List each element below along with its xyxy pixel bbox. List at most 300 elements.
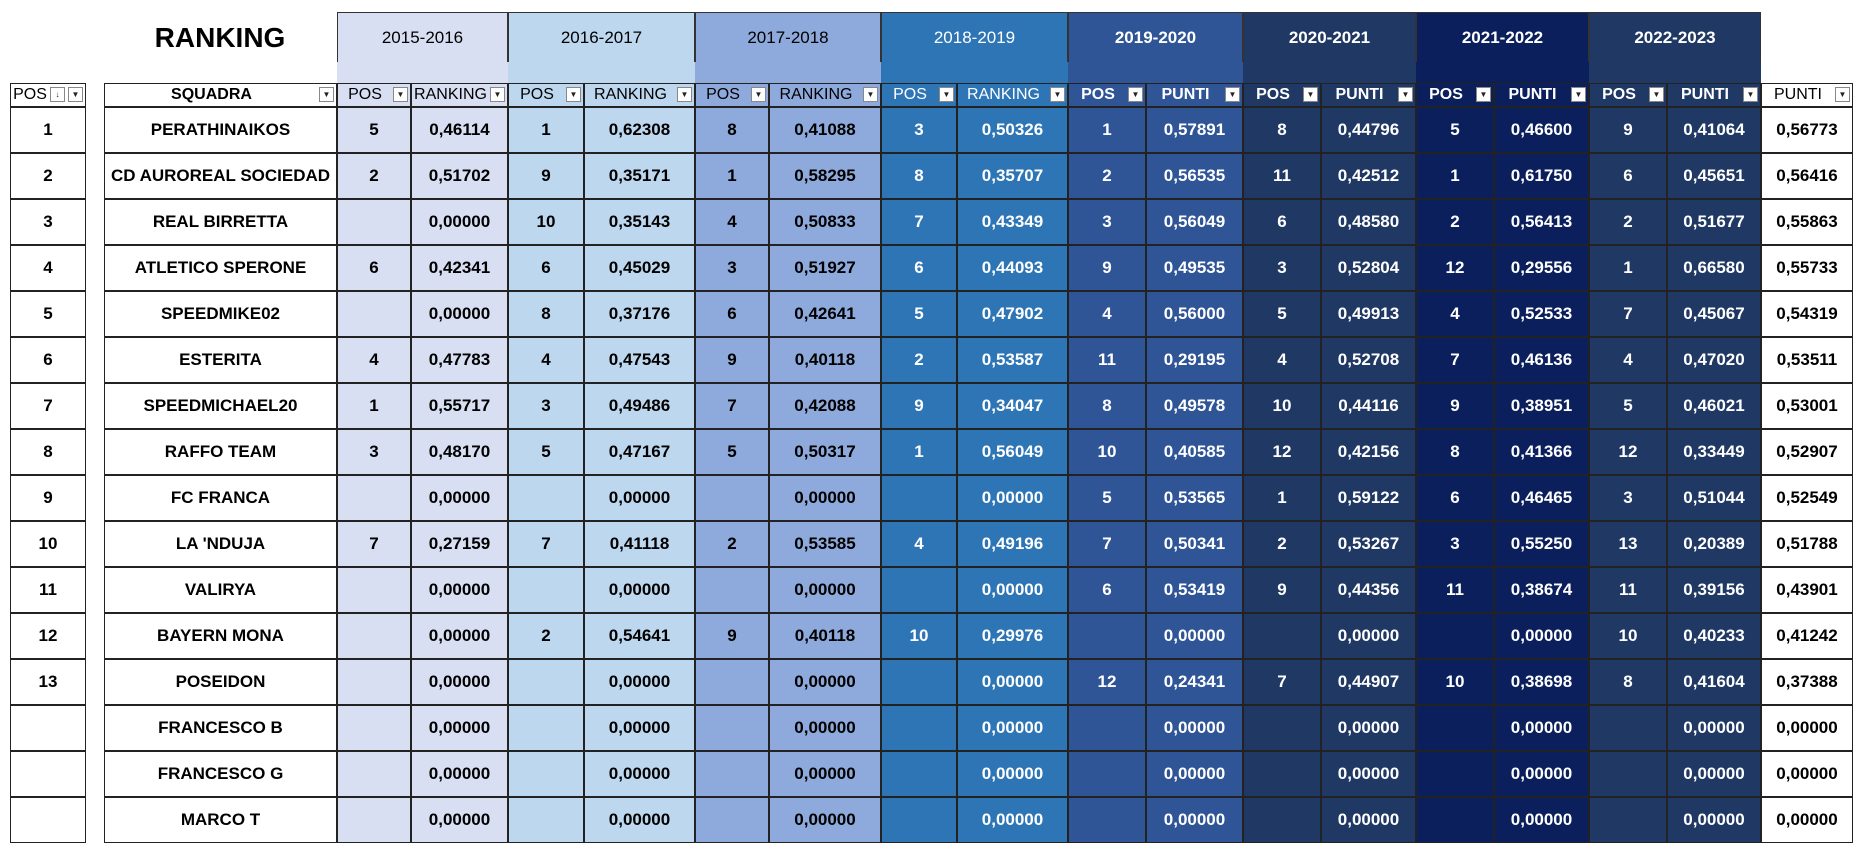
cell-season-value[interactable]: 0,49913 (1321, 291, 1416, 337)
cell-season-value[interactable]: 0,33449 (1667, 429, 1761, 475)
cell-season-value[interactable]: 0,00000 (411, 291, 508, 337)
cell-pos[interactable]: 7 (10, 383, 86, 429)
cell-season-pos[interactable]: 3 (1416, 521, 1494, 567)
cell-season-pos[interactable] (1416, 751, 1494, 797)
cell-season-value[interactable]: 0,35171 (584, 153, 695, 199)
cell-season-value[interactable]: 0,59122 (1321, 475, 1416, 521)
cell-season-value[interactable]: 0,44093 (957, 245, 1068, 291)
cell-pos[interactable]: 2 (10, 153, 86, 199)
cell-season-value[interactable]: 0,47783 (411, 337, 508, 383)
cell-season-pos[interactable] (1243, 613, 1321, 659)
cell-season-value[interactable]: 0,48580 (1321, 199, 1416, 245)
cell-season-value[interactable]: 0,42512 (1321, 153, 1416, 199)
cell-season-pos[interactable]: 10 (508, 199, 584, 245)
cell-season-pos[interactable]: 9 (695, 613, 769, 659)
cell-pos[interactable]: 13 (10, 659, 86, 705)
cell-season-value[interactable]: 0,00000 (584, 475, 695, 521)
cell-season-pos[interactable] (881, 659, 957, 705)
cell-season-value[interactable]: 0,49535 (1146, 245, 1243, 291)
cell-season-pos[interactable]: 1 (1589, 245, 1667, 291)
cell-season-value[interactable]: 0,00000 (411, 797, 508, 843)
cell-total[interactable]: 0,51788 (1761, 521, 1853, 567)
cell-season-pos[interactable] (1589, 751, 1667, 797)
cell-season-pos[interactable] (695, 705, 769, 751)
cell-season-pos[interactable]: 7 (1243, 659, 1321, 705)
cell-season-value[interactable]: 0,44356 (1321, 567, 1416, 613)
cell-season-pos[interactable]: 9 (1416, 383, 1494, 429)
cell-season-pos[interactable]: 8 (508, 291, 584, 337)
cell-season-pos[interactable]: 2 (337, 153, 411, 199)
cell-season-value[interactable]: 0,46136 (1494, 337, 1589, 383)
cell-season-pos[interactable]: 4 (881, 521, 957, 567)
cell-season-pos[interactable]: 11 (1243, 153, 1321, 199)
cell-season-value[interactable]: 0,40118 (769, 613, 881, 659)
cell-season-value[interactable]: 0,00000 (1146, 705, 1243, 751)
cell-season-value[interactable]: 0,00000 (584, 751, 695, 797)
cell-season-pos[interactable]: 2 (1416, 199, 1494, 245)
cell-season-pos[interactable]: 3 (508, 383, 584, 429)
filter-dropdown-icon[interactable]: ▼ (68, 87, 83, 102)
cell-season-value[interactable]: 0,35707 (957, 153, 1068, 199)
cell-season-value[interactable]: 0,45651 (1667, 153, 1761, 199)
cell-season-pos[interactable]: 3 (1589, 475, 1667, 521)
cell-season-value[interactable]: 0,52708 (1321, 337, 1416, 383)
cell-season-pos[interactable]: 7 (695, 383, 769, 429)
cell-pos[interactable]: 9 (10, 475, 86, 521)
cell-season-value[interactable]: 0,46114 (411, 107, 508, 153)
cell-season-pos[interactable] (337, 797, 411, 843)
cell-season-value[interactable]: 0,50317 (769, 429, 881, 475)
cell-season-value[interactable]: 0,35143 (584, 199, 695, 245)
cell-pos[interactable]: 12 (10, 613, 86, 659)
cell-season-value[interactable]: 0,00000 (411, 659, 508, 705)
cell-pos[interactable] (10, 797, 86, 843)
cell-team[interactable]: CD AUROREAL SOCIEDAD (104, 153, 337, 199)
cell-season-pos[interactable]: 8 (881, 153, 957, 199)
cell-season-pos[interactable] (508, 567, 584, 613)
cell-season-pos[interactable]: 2 (881, 337, 957, 383)
cell-season-pos[interactable]: 5 (1416, 107, 1494, 153)
cell-season-pos[interactable]: 9 (508, 153, 584, 199)
cell-season-value[interactable]: 0,50833 (769, 199, 881, 245)
cell-season-pos[interactable] (1589, 705, 1667, 751)
cell-season-pos[interactable]: 4 (337, 337, 411, 383)
cell-total[interactable]: 0,55733 (1761, 245, 1853, 291)
cell-season-value[interactable]: 0,44796 (1321, 107, 1416, 153)
filter-dropdown-icon[interactable]: ▼ (1571, 87, 1586, 102)
cell-season-pos[interactable]: 7 (508, 521, 584, 567)
filter-dropdown-icon[interactable]: ▼ (1649, 87, 1664, 102)
cell-season-pos[interactable]: 13 (1589, 521, 1667, 567)
cell-season-pos[interactable] (508, 659, 584, 705)
cell-season-pos[interactable]: 3 (881, 107, 957, 153)
cell-season-pos[interactable]: 10 (1243, 383, 1321, 429)
cell-season-pos[interactable] (695, 797, 769, 843)
cell-team[interactable]: POSEIDON (104, 659, 337, 705)
cell-season-value[interactable]: 0,00000 (957, 751, 1068, 797)
cell-season-pos[interactable]: 12 (1068, 659, 1146, 705)
cell-season-pos[interactable]: 3 (1243, 245, 1321, 291)
cell-season-pos[interactable] (1589, 797, 1667, 843)
cell-season-value[interactable]: 0,00000 (957, 705, 1068, 751)
cell-season-pos[interactable] (337, 751, 411, 797)
cell-season-value[interactable]: 0,51044 (1667, 475, 1761, 521)
cell-season-pos[interactable] (1416, 797, 1494, 843)
cell-season-value[interactable]: 0,00000 (1494, 613, 1589, 659)
cell-season-value[interactable]: 0,53565 (1146, 475, 1243, 521)
cell-season-value[interactable]: 0,29195 (1146, 337, 1243, 383)
cell-season-value[interactable]: 0,00000 (1321, 751, 1416, 797)
filter-dropdown-icon[interactable]: ▼ (751, 87, 766, 102)
cell-season-pos[interactable]: 2 (1243, 521, 1321, 567)
cell-season-value[interactable]: 0,42341 (411, 245, 508, 291)
cell-season-value[interactable]: 0,58295 (769, 153, 881, 199)
filter-dropdown-icon[interactable]: ▼ (1225, 87, 1240, 102)
cell-season-pos[interactable]: 6 (1243, 199, 1321, 245)
cell-season-value[interactable]: 0,37176 (584, 291, 695, 337)
cell-season-pos[interactable]: 9 (695, 337, 769, 383)
cell-season-value[interactable]: 0,42156 (1321, 429, 1416, 475)
cell-season-pos[interactable]: 1 (695, 153, 769, 199)
cell-season-pos[interactable] (337, 567, 411, 613)
cell-season-value[interactable]: 0,50326 (957, 107, 1068, 153)
cell-season-value[interactable]: 0,00000 (411, 613, 508, 659)
cell-season-pos[interactable]: 5 (337, 107, 411, 153)
cell-season-value[interactable]: 0,51927 (769, 245, 881, 291)
cell-season-value[interactable]: 0,00000 (957, 567, 1068, 613)
cell-season-pos[interactable]: 8 (1589, 659, 1667, 705)
cell-season-pos[interactable] (337, 475, 411, 521)
cell-season-pos[interactable] (1243, 751, 1321, 797)
cell-season-value[interactable]: 0,53419 (1146, 567, 1243, 613)
cell-total[interactable]: 0,56773 (1761, 107, 1853, 153)
cell-season-pos[interactable]: 7 (1416, 337, 1494, 383)
cell-season-pos[interactable]: 2 (1068, 153, 1146, 199)
cell-season-pos[interactable]: 1 (1068, 107, 1146, 153)
filter-dropdown-icon[interactable]: ▼ (1050, 87, 1065, 102)
cell-season-value[interactable]: 0,45029 (584, 245, 695, 291)
cell-season-value[interactable]: 0,29556 (1494, 245, 1589, 291)
cell-season-pos[interactable] (881, 751, 957, 797)
filter-dropdown-icon[interactable]: ▼ (566, 87, 581, 102)
cell-season-value[interactable]: 0,56049 (1146, 199, 1243, 245)
cell-season-value[interactable]: 0,46600 (1494, 107, 1589, 153)
cell-season-pos[interactable]: 7 (1589, 291, 1667, 337)
cell-season-value[interactable]: 0,55250 (1494, 521, 1589, 567)
cell-season-pos[interactable] (881, 567, 957, 613)
cell-season-pos[interactable] (695, 567, 769, 613)
cell-pos[interactable] (10, 705, 86, 751)
cell-season-value[interactable]: 0,38698 (1494, 659, 1589, 705)
cell-season-pos[interactable]: 6 (508, 245, 584, 291)
cell-season-value[interactable]: 0,20389 (1667, 521, 1761, 567)
cell-total[interactable]: 0,37388 (1761, 659, 1853, 705)
cell-season-value[interactable]: 0,40118 (769, 337, 881, 383)
cell-pos[interactable]: 6 (10, 337, 86, 383)
cell-total[interactable]: 0,53511 (1761, 337, 1853, 383)
cell-season-value[interactable]: 0,00000 (1667, 705, 1761, 751)
cell-season-pos[interactable]: 8 (1243, 107, 1321, 153)
cell-season-value[interactable]: 0,52533 (1494, 291, 1589, 337)
cell-season-value[interactable]: 0,00000 (769, 567, 881, 613)
cell-pos[interactable]: 4 (10, 245, 86, 291)
cell-season-value[interactable]: 0,00000 (1146, 797, 1243, 843)
cell-season-value[interactable]: 0,61750 (1494, 153, 1589, 199)
cell-season-value[interactable]: 0,00000 (957, 797, 1068, 843)
cell-season-pos[interactable]: 4 (695, 199, 769, 245)
cell-season-value[interactable]: 0,27159 (411, 521, 508, 567)
cell-season-value[interactable]: 0,56413 (1494, 199, 1589, 245)
cell-season-value[interactable]: 0,29976 (957, 613, 1068, 659)
cell-season-value[interactable]: 0,00000 (1494, 751, 1589, 797)
cell-season-pos[interactable]: 4 (1589, 337, 1667, 383)
cell-season-value[interactable]: 0,00000 (1146, 751, 1243, 797)
cell-season-pos[interactable] (1416, 705, 1494, 751)
cell-season-pos[interactable] (1068, 797, 1146, 843)
filter-dropdown-icon[interactable]: ▼ (319, 87, 334, 102)
cell-season-pos[interactable]: 10 (1589, 613, 1667, 659)
cell-team[interactable]: FC FRANCA (104, 475, 337, 521)
cell-total[interactable]: 0,55863 (1761, 199, 1853, 245)
cell-season-pos[interactable] (508, 751, 584, 797)
cell-season-value[interactable]: 0,00000 (1494, 797, 1589, 843)
cell-season-value[interactable]: 0,45067 (1667, 291, 1761, 337)
cell-season-value[interactable]: 0,40233 (1667, 613, 1761, 659)
cell-season-pos[interactable]: 6 (337, 245, 411, 291)
cell-total[interactable]: 0,00000 (1761, 797, 1853, 843)
cell-season-pos[interactable] (1068, 705, 1146, 751)
filter-dropdown-icon[interactable]: ▼ (393, 87, 408, 102)
cell-season-value[interactable]: 0,62308 (584, 107, 695, 153)
cell-season-pos[interactable]: 1 (1243, 475, 1321, 521)
cell-season-value[interactable]: 0,00000 (957, 475, 1068, 521)
cell-season-value[interactable]: 0,38951 (1494, 383, 1589, 429)
cell-season-value[interactable]: 0,00000 (584, 567, 695, 613)
cell-season-value[interactable]: 0,41118 (584, 521, 695, 567)
cell-team[interactable]: RAFFO TEAM (104, 429, 337, 475)
filter-dropdown-icon[interactable]: ▼ (1743, 87, 1758, 102)
cell-season-value[interactable]: 0,55717 (411, 383, 508, 429)
cell-season-value[interactable]: 0,40585 (1146, 429, 1243, 475)
cell-season-value[interactable]: 0,66580 (1667, 245, 1761, 291)
cell-season-pos[interactable]: 5 (1068, 475, 1146, 521)
cell-total[interactable]: 0,53001 (1761, 383, 1853, 429)
cell-season-value[interactable]: 0,43349 (957, 199, 1068, 245)
cell-season-pos[interactable]: 6 (881, 245, 957, 291)
cell-season-value[interactable]: 0,51677 (1667, 199, 1761, 245)
cell-season-pos[interactable]: 1 (881, 429, 957, 475)
cell-season-pos[interactable]: 7 (1068, 521, 1146, 567)
filter-dropdown-icon[interactable]: ▼ (1835, 87, 1850, 102)
cell-season-value[interactable]: 0,46465 (1494, 475, 1589, 521)
cell-season-pos[interactable]: 3 (1068, 199, 1146, 245)
cell-season-pos[interactable] (337, 199, 411, 245)
cell-season-pos[interactable]: 1 (508, 107, 584, 153)
cell-season-value[interactable]: 0,00000 (411, 199, 508, 245)
cell-season-pos[interactable]: 5 (508, 429, 584, 475)
cell-season-value[interactable]: 0,41604 (1667, 659, 1761, 705)
cell-season-pos[interactable]: 9 (1243, 567, 1321, 613)
cell-team[interactable]: FRANCESCO B (104, 705, 337, 751)
cell-season-pos[interactable] (881, 797, 957, 843)
cell-season-pos[interactable]: 8 (1416, 429, 1494, 475)
cell-season-pos[interactable]: 10 (1416, 659, 1494, 705)
cell-season-pos[interactable]: 11 (1416, 567, 1494, 613)
cell-season-pos[interactable]: 12 (1243, 429, 1321, 475)
cell-season-pos[interactable]: 6 (695, 291, 769, 337)
cell-season-value[interactable]: 0,00000 (957, 659, 1068, 705)
cell-season-pos[interactable]: 4 (1243, 337, 1321, 383)
cell-season-value[interactable]: 0,00000 (1321, 797, 1416, 843)
cell-season-pos[interactable]: 12 (1416, 245, 1494, 291)
cell-season-pos[interactable]: 2 (1589, 199, 1667, 245)
cell-pos[interactable]: 8 (10, 429, 86, 475)
cell-team[interactable]: MARCO T (104, 797, 337, 843)
cell-season-value[interactable]: 0,42641 (769, 291, 881, 337)
cell-season-value[interactable]: 0,00000 (769, 705, 881, 751)
cell-season-value[interactable]: 0,42088 (769, 383, 881, 429)
cell-season-pos[interactable]: 6 (1068, 567, 1146, 613)
cell-season-value[interactable]: 0,49196 (957, 521, 1068, 567)
cell-season-value[interactable]: 0,24341 (1146, 659, 1243, 705)
cell-season-pos[interactable] (695, 659, 769, 705)
cell-season-pos[interactable]: 5 (695, 429, 769, 475)
cell-season-value[interactable]: 0,53267 (1321, 521, 1416, 567)
cell-season-value[interactable]: 0,00000 (1321, 613, 1416, 659)
cell-season-pos[interactable]: 3 (337, 429, 411, 475)
cell-season-pos[interactable] (881, 475, 957, 521)
cell-season-value[interactable]: 0,56535 (1146, 153, 1243, 199)
cell-season-pos[interactable]: 5 (881, 291, 957, 337)
cell-total[interactable]: 0,41242 (1761, 613, 1853, 659)
cell-season-value[interactable]: 0,41088 (769, 107, 881, 153)
cell-season-value[interactable]: 0,39156 (1667, 567, 1761, 613)
cell-pos[interactable]: 11 (10, 567, 86, 613)
cell-season-pos[interactable] (695, 475, 769, 521)
cell-season-value[interactable]: 0,56049 (957, 429, 1068, 475)
cell-season-pos[interactable]: 11 (1068, 337, 1146, 383)
cell-season-value[interactable]: 0,48170 (411, 429, 508, 475)
cell-season-value[interactable]: 0,00000 (769, 751, 881, 797)
cell-season-value[interactable]: 0,56000 (1146, 291, 1243, 337)
cell-season-pos[interactable]: 10 (1068, 429, 1146, 475)
cell-season-value[interactable]: 0,49578 (1146, 383, 1243, 429)
cell-season-pos[interactable]: 2 (695, 521, 769, 567)
cell-season-value[interactable]: 0,47020 (1667, 337, 1761, 383)
cell-total[interactable]: 0,00000 (1761, 705, 1853, 751)
cell-season-value[interactable]: 0,00000 (769, 659, 881, 705)
cell-season-pos[interactable]: 4 (1416, 291, 1494, 337)
cell-pos[interactable]: 1 (10, 107, 86, 153)
cell-season-value[interactable]: 0,00000 (411, 751, 508, 797)
cell-season-value[interactable]: 0,00000 (1667, 797, 1761, 843)
cell-season-value[interactable]: 0,00000 (769, 797, 881, 843)
cell-season-value[interactable]: 0,00000 (584, 797, 695, 843)
cell-season-value[interactable]: 0,38674 (1494, 567, 1589, 613)
sort-icon[interactable]: ↓ (50, 87, 65, 102)
cell-team[interactable]: SPEEDMICHAEL20 (104, 383, 337, 429)
filter-dropdown-icon[interactable]: ▼ (939, 87, 954, 102)
cell-season-pos[interactable]: 5 (1243, 291, 1321, 337)
cell-season-value[interactable]: 0,49486 (584, 383, 695, 429)
filter-dropdown-icon[interactable]: ▼ (490, 87, 505, 102)
cell-season-pos[interactable]: 7 (881, 199, 957, 245)
cell-pos[interactable] (10, 751, 86, 797)
cell-season-value[interactable]: 0,51702 (411, 153, 508, 199)
cell-season-value[interactable]: 0,00000 (584, 659, 695, 705)
cell-season-value[interactable]: 0,47167 (584, 429, 695, 475)
cell-season-pos[interactable]: 6 (1589, 153, 1667, 199)
cell-season-pos[interactable]: 3 (695, 245, 769, 291)
cell-team[interactable]: PERATHINAIKOS (104, 107, 337, 153)
cell-team[interactable]: ATLETICO SPERONE (104, 245, 337, 291)
cell-season-pos[interactable] (337, 613, 411, 659)
cell-season-value[interactable]: 0,00000 (1146, 613, 1243, 659)
cell-season-pos[interactable]: 9 (1068, 245, 1146, 291)
cell-team[interactable]: REAL BIRRETTA (104, 199, 337, 245)
cell-total[interactable]: 0,43901 (1761, 567, 1853, 613)
filter-dropdown-icon[interactable]: ▼ (863, 87, 878, 102)
cell-season-pos[interactable]: 1 (1416, 153, 1494, 199)
cell-season-value[interactable]: 0,50341 (1146, 521, 1243, 567)
cell-season-pos[interactable] (1068, 613, 1146, 659)
cell-team[interactable]: LA 'NDUJA (104, 521, 337, 567)
cell-season-pos[interactable] (1416, 613, 1494, 659)
cell-season-value[interactable]: 0,41366 (1494, 429, 1589, 475)
cell-team[interactable]: FRANCESCO G (104, 751, 337, 797)
cell-season-value[interactable]: 0,53585 (769, 521, 881, 567)
cell-season-pos[interactable] (337, 705, 411, 751)
cell-season-pos[interactable]: 6 (1416, 475, 1494, 521)
cell-season-value[interactable]: 0,44907 (1321, 659, 1416, 705)
cell-season-pos[interactable] (1243, 705, 1321, 751)
cell-season-pos[interactable]: 7 (337, 521, 411, 567)
cell-season-pos[interactable] (881, 705, 957, 751)
cell-team[interactable]: BAYERN MONA (104, 613, 337, 659)
cell-season-pos[interactable]: 9 (881, 383, 957, 429)
cell-season-pos[interactable] (337, 659, 411, 705)
cell-season-pos[interactable] (508, 475, 584, 521)
cell-pos[interactable]: 3 (10, 199, 86, 245)
cell-pos[interactable]: 5 (10, 291, 86, 337)
cell-season-pos[interactable] (695, 751, 769, 797)
cell-season-pos[interactable] (1068, 751, 1146, 797)
cell-total[interactable]: 0,52907 (1761, 429, 1853, 475)
cell-season-value[interactable]: 0,00000 (1494, 705, 1589, 751)
cell-season-value[interactable]: 0,00000 (411, 475, 508, 521)
filter-dropdown-icon[interactable]: ▼ (1128, 87, 1143, 102)
cell-season-pos[interactable] (337, 291, 411, 337)
cell-season-value[interactable]: 0,00000 (1321, 705, 1416, 751)
cell-pos[interactable]: 10 (10, 521, 86, 567)
cell-season-pos[interactable] (508, 797, 584, 843)
cell-season-pos[interactable]: 4 (1068, 291, 1146, 337)
cell-season-value[interactable]: 0,00000 (411, 567, 508, 613)
cell-season-pos[interactable] (1243, 797, 1321, 843)
cell-season-value[interactable]: 0,52804 (1321, 245, 1416, 291)
cell-total[interactable]: 0,54319 (1761, 291, 1853, 337)
cell-season-pos[interactable]: 2 (508, 613, 584, 659)
cell-season-pos[interactable]: 1 (337, 383, 411, 429)
cell-season-pos[interactable]: 11 (1589, 567, 1667, 613)
cell-team[interactable]: VALIRYA (104, 567, 337, 613)
filter-dropdown-icon[interactable]: ▼ (1476, 87, 1491, 102)
cell-season-pos[interactable]: 10 (881, 613, 957, 659)
cell-season-pos[interactable] (508, 705, 584, 751)
cell-season-value[interactable]: 0,57891 (1146, 107, 1243, 153)
cell-season-value[interactable]: 0,00000 (1667, 751, 1761, 797)
cell-season-pos[interactable]: 12 (1589, 429, 1667, 475)
